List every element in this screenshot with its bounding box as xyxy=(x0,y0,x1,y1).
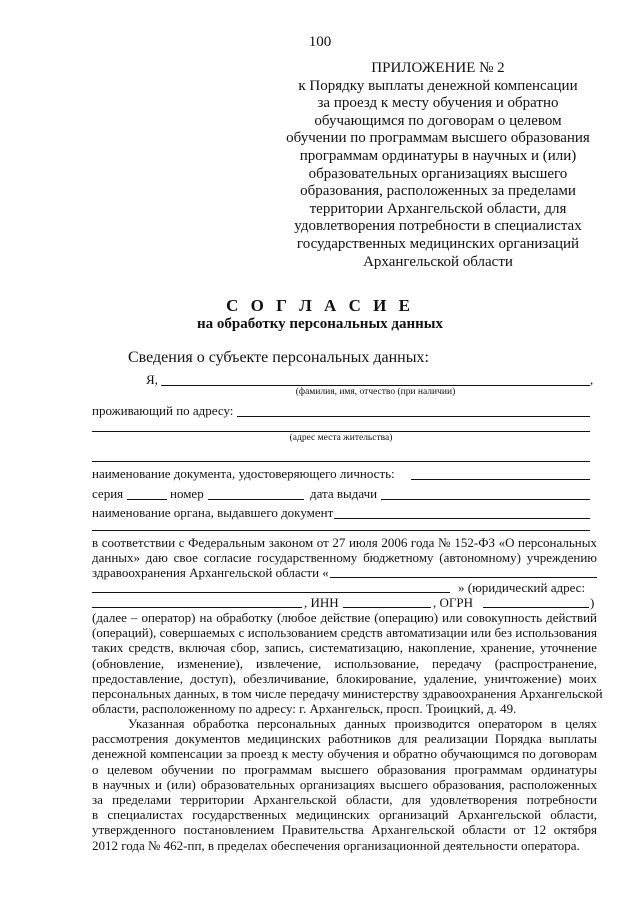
subject-heading: Сведения о субъекте персональных данных: xyxy=(128,349,429,366)
appendix-line: к Порядку выплаты денежной компенсации xyxy=(298,77,578,94)
address-field-line2[interactable] xyxy=(92,431,590,432)
issue-date-field[interactable] xyxy=(381,499,590,500)
organization-field[interactable] xyxy=(330,577,597,578)
inn-label: , ИНН xyxy=(304,595,339,610)
appendix-line: ПРИЛОЖЕНИЕ № 2 xyxy=(371,60,505,76)
paragraph-line: предоставление, доступ), обезличивание, блокирование, удаление, уничтожение) моих xyxy=(92,670,597,686)
appendix-line: государственных медицинских организаций xyxy=(296,235,580,252)
fio-field[interactable] xyxy=(161,385,590,386)
paragraph-line: таких средств, включая сбор, запись, систематизацию, накопление, хранение, уточнение xyxy=(92,640,597,656)
appendix-line: территории Архангельской области, для xyxy=(309,200,567,217)
paragraph-line: персональных данных, в том числе передачу министерству здравоохранения Архангельской xyxy=(92,686,603,702)
paragraph-line: в научных и (или) образовательных организациях высшего образования, расположенных xyxy=(92,776,597,792)
close-paren: ) xyxy=(590,595,595,610)
blank-line[interactable] xyxy=(92,461,590,462)
ya-label: Я, xyxy=(146,372,158,387)
issuer-field[interactable] xyxy=(334,518,590,519)
paragraph-line: о целевом обучении по программам высшего образования программам ординатуры xyxy=(92,761,597,777)
number-label: номер xyxy=(170,486,204,501)
page-number: 100 xyxy=(308,34,332,50)
issuer-label: наименование органа, выдавшего документ xyxy=(92,505,334,520)
ya-comma: , xyxy=(590,372,594,387)
document-title: С О Г Л А С И Е xyxy=(226,296,414,315)
appendix-line: программам ординатуры в научных и (или) xyxy=(299,147,577,164)
appendix-line: обучении по программам высшего образования xyxy=(286,130,590,147)
paragraph-line: утвержденного постановлением Правительства Архангельской области от 12 октября xyxy=(92,822,597,838)
paragraph-line: данных» даю свое согласие государственному бюджетному (автономному) учреждению xyxy=(92,550,597,566)
paragraph-line: Указанная обработка персональных данных производится оператором в целях xyxy=(128,716,597,731)
legal-address-field[interactable] xyxy=(92,592,450,593)
fio-caption: (фамилия, имя, отчество (при наличии) xyxy=(295,387,456,397)
paragraph-line: рассмотрения документов медицинских работников для реализации Порядка выплаты xyxy=(92,731,597,747)
issuer-field-line2[interactable] xyxy=(92,530,590,531)
consent-paragraph xyxy=(92,535,597,581)
address-label: проживающий по адресу: xyxy=(92,403,234,418)
appendix-line: удовлетворения потребности в специалистах xyxy=(294,218,582,235)
paragraph-line: в соответствии с Федеральным законом от 27 июля 2006 года № 152-ФЗ «О персональных xyxy=(92,535,597,550)
document-subtitle: на обработку персональных данных xyxy=(197,316,443,332)
appendix-line: образования, расположенных за пределами xyxy=(300,183,576,200)
paragraph-line: (далее – оператор) на обработку (любое действие (операцию) или совокупность действий xyxy=(92,610,597,625)
appendix-line: обучающимся по договорам о целевом xyxy=(314,112,562,129)
paragraph-line: здравоохранения Архангельской области « xyxy=(92,565,329,581)
inn-field[interactable] xyxy=(343,607,431,608)
consent-paragraph-continued xyxy=(92,610,603,717)
ogrn-field[interactable] xyxy=(483,607,589,608)
legal-address-label: » (юридический адрес: xyxy=(458,580,586,595)
purpose-paragraph xyxy=(92,716,597,853)
issue-date-label: дата выдачи xyxy=(310,486,378,501)
paragraph-line: 2012 года № 462-пп, в пределах обеспечения организационной деятельности оператора. xyxy=(92,837,580,853)
series-field[interactable] xyxy=(127,499,167,500)
series-label: серия xyxy=(92,486,124,501)
paragraph-line: в специалистах государственных медицинских организаций Архангельской области, xyxy=(92,807,597,823)
ogrn-label: , ОГРН xyxy=(433,595,474,610)
paragraph-line: (операций), совершаемых с использованием средств автоматизации или без использования xyxy=(92,625,597,641)
address-field[interactable] xyxy=(237,416,590,417)
address-caption: (адрес места жительства) xyxy=(289,433,393,443)
doc-field[interactable] xyxy=(411,479,590,480)
paragraph-line: за пределами территории Архангельской области, для удовлетворения потребности xyxy=(92,792,597,808)
paragraph-line: (обновление, изменение), извлечение, использование, передачу (распространение, xyxy=(92,655,597,671)
doc-label: наименование документа, удостоверяющего личность: xyxy=(92,466,395,481)
appendix-line: Архангельской области xyxy=(363,253,513,270)
paragraph-line: денежной компенсации за проезд к месту обучения и обратно обучающимся по договорам xyxy=(92,746,597,762)
number-field[interactable] xyxy=(208,499,304,500)
appendix-header xyxy=(268,60,608,271)
appendix-line: образовательных организациях высшего xyxy=(308,165,568,182)
legal-address-field-line2[interactable] xyxy=(92,607,302,608)
appendix-line: за проезд к месту обучения и обратно xyxy=(317,95,559,112)
paragraph-line: области, расположенному по адресу: г. Архангельск, просп. Троицкий, д. 49. xyxy=(92,701,517,717)
